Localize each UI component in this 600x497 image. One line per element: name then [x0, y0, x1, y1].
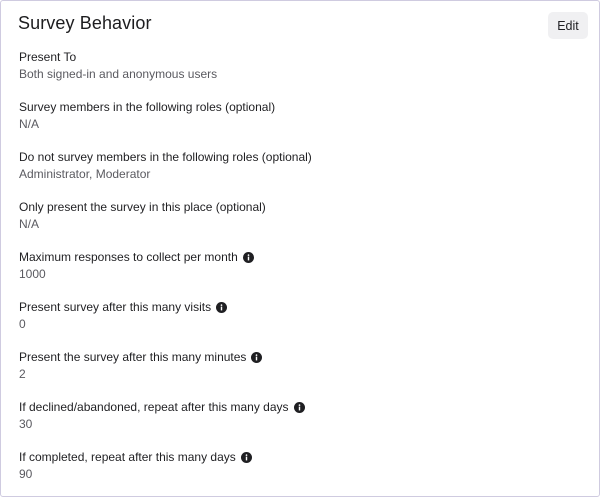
info-icon[interactable]: [241, 452, 252, 463]
field-value: 90: [19, 467, 33, 481]
info-icon[interactable]: [243, 252, 254, 263]
field-label: Do not survey members in the following roles (optional): [19, 150, 312, 164]
field-exclude-roles: [19, 149, 312, 183]
field-value: 2: [19, 367, 26, 381]
field-completed-repeat: [19, 449, 252, 483]
field-label: Present To: [19, 50, 77, 64]
field-label: Maximum responses to collect per month: [19, 250, 238, 264]
info-icon[interactable]: [251, 352, 262, 363]
field-value: 1000: [19, 267, 46, 281]
field-label: If completed, repeat after this many days: [19, 450, 236, 464]
field-value: N/A: [19, 117, 40, 131]
field-max-responses: [19, 249, 254, 283]
field-present-to: [19, 49, 217, 83]
field-visits: [19, 299, 227, 333]
field-survey-roles: [19, 99, 275, 133]
field-label: If declined/abandoned, repeat after this many days: [19, 400, 289, 414]
field-value: Both signed-in and anonymous users: [19, 67, 218, 81]
field-value: Administrator, Moderator: [19, 167, 151, 181]
info-icon[interactable]: [294, 402, 305, 413]
field-label: Survey members in the following roles (optional): [19, 100, 276, 114]
field-value: N/A: [19, 217, 40, 231]
field-minutes: [19, 349, 262, 383]
field-place: [19, 199, 266, 233]
field-label: Present the survey after this many minutes: [19, 350, 247, 364]
field-label: Present survey after this many visits: [19, 300, 212, 314]
field-label: Only present the survey in this place (optional): [19, 200, 266, 214]
field-value: 30: [19, 417, 33, 431]
field-declined-repeat: [19, 399, 305, 433]
panel-title: Survey Behavior: [18, 13, 152, 33]
field-value: 0: [19, 317, 26, 331]
edit-button[interactable]: Edit: [548, 12, 588, 39]
info-icon[interactable]: [216, 302, 227, 313]
